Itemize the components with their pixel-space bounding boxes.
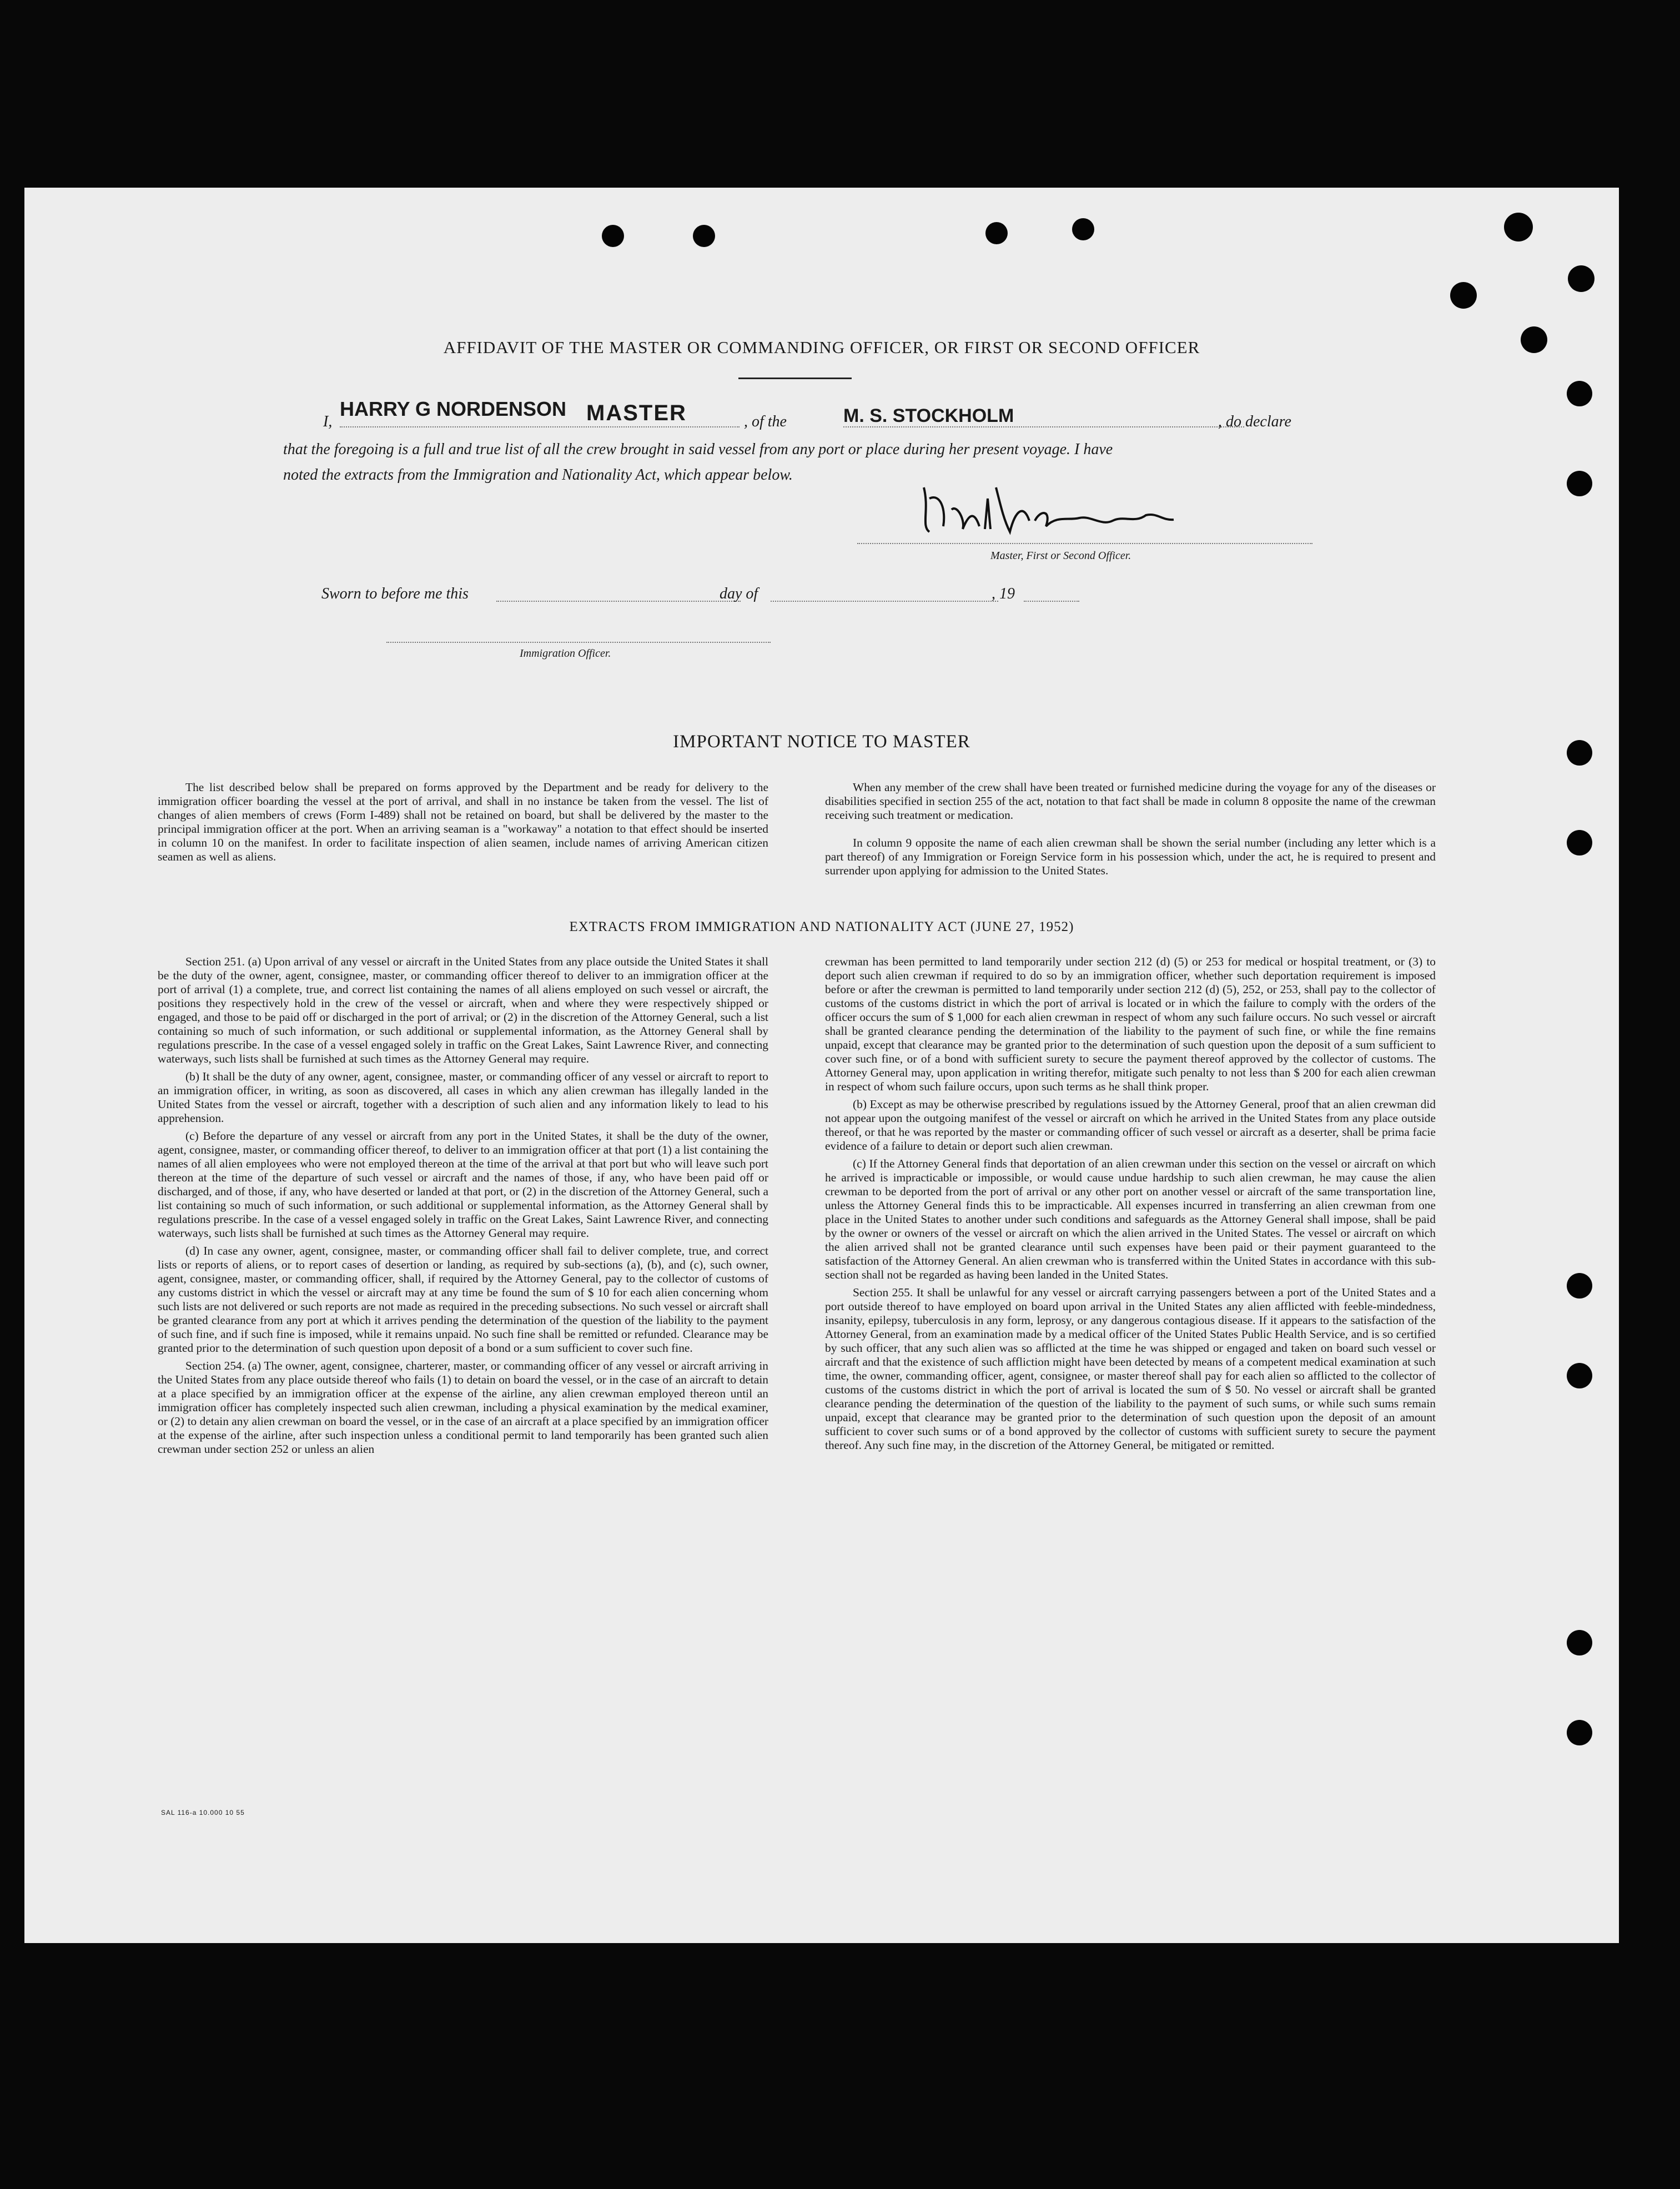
officer-line <box>386 642 771 643</box>
punch-hole <box>602 225 624 247</box>
punch-hole <box>1567 381 1592 406</box>
extracts-left-column <box>158 955 768 1460</box>
vessel-name: M. S. STOCKHOLM <box>843 405 1014 426</box>
punch-hole <box>1567 471 1592 496</box>
day-of-label: day of <box>720 585 758 602</box>
sworn-day-line <box>496 601 741 602</box>
officer-caption: Immigration Officer. <box>520 647 611 660</box>
affidavit-title: AFFIDAVIT OF THE MASTER OR COMMANDING OFFICER, OR FIRST OR SECOND OFFICER <box>443 338 1200 357</box>
punch-hole <box>1567 1630 1592 1655</box>
document-page <box>24 188 1619 1943</box>
notice-right-paragraph-1: When any member of the crew shall have been treated or furnished medicine during the voyage for any of the diseases or disabilities specified in section 255 of the act, notation to that fact shall be made in column 8 opposite the name of the crewman receiving such treatment or medication. <box>825 781 1436 822</box>
declaration-line-3: noted the extracts from the Immigration and Nationality Act, which appear below. <box>283 466 793 484</box>
punch-hole <box>1567 1273 1592 1299</box>
name-line <box>340 426 740 427</box>
extracts-right-column <box>825 955 1436 1456</box>
declaration-line-2: that the foregoing is a full and true list of all the crew brought in said vessel from any port or place during her present voyage. I have <box>283 441 1113 458</box>
extract-paragraph: (b) Except as may be otherwise prescribed by regulations issued by the Attorney General, proof that an alien crewman did not appear upon the outgoing manifest of the vessel or aircraft on which he arrived in the United States from any place outside thereof, or that he was reported by the master or commanding officer of such vessel or aircraft as a deserter, shall be prima facie evidence of a failure to detain or deport such alien crewman. <box>825 1098 1436 1153</box>
punch-hole <box>1568 265 1595 292</box>
i-label: I, <box>323 413 333 430</box>
extract-paragraph: Section 255. It shall be unlawful for any vessel or aircraft carrying passengers between a port of the United States and a port outside thereof to have employed on board upon arrival in the United States any alien afflicted with feeble-mindedness, insanity, epilepsy, tuberculosis in any form, leprosy, or any dangerous contagious disease. If it appears to the satisfaction of the Attorney General, from an examination made by a medical officer of the United States Public Health Service, and is so certified by such officer, that any such alien was so afflicted at the time he was shipped or engaged and taken on board such vessel or aircraft and that the existence of such affliction might have been detected by means of a competent medical examination at such time, the owner, commanding officer, agent, consignee, or master thereof shall pay for each alien so afflicted to the collector of customs of the customs district in which the port of arrival is located the sum of $ 50. No vessel or aircraft shall be granted clearance pending the determination of the question of the liability to the payment of such sums, or while such sums remain unpaid, except that clearance may be granted prior to the determination of such question upon the deposit of an amount sufficient to cover such sums or of a bond approved by the collector of customs with sufficient surety to secure the payment thereof. Any such fine may, in the discretion of the Attorney General, be mitigated or remitted. <box>825 1286 1436 1452</box>
notice-left-paragraph: The list described below shall be prepared on forms approved by the Department and be ready for delivery to the immigration officer boarding the vessel at the port of arrival, and shall in no instance be taken from the vessel. The list of changes of alien members of crews (Form I-489) shall not be retained on board, but shall be delivered by the master to the principal immigration officer at the port. When an arriving seaman is a "workaway" a notation to that effect should be inserted in column 10 on the manifest. In order to facilitate inspection of alien seamen, include names of arriving American citizen seamen as well as aliens. <box>158 781 768 863</box>
punch-hole <box>1504 213 1533 241</box>
vessel-line <box>843 426 1244 427</box>
sworn-year-line <box>1024 601 1079 602</box>
extract-paragraph: Section 251. (a) Upon arrival of any vessel or aircraft in the United States from any place outside the United States it shall be the duty of the owner, agent, consignee, master, or commanding officer thereof to deliver to an immigration officer at the port of arrival (1) a complete, true, and correct list containing the names of all aliens employed on such vessel or aircraft, the positions they respectively hold in the crew of the vessel or aircraft, when and where they were respectively shipped or engaged, and those to be paid off or discharged in the port of arrival; or (2) in the discretion of the Attorney General, such a list containing so much of such information, or such additional or supplemental information, as the Attorney General shall by regulations prescribe. In the case of a vessel engaged solely in traffic on the Great Lakes, Saint Lawrence River, and connecting waterways, such lists shall be furnished at such times as the Attorney General may require. <box>158 955 768 1065</box>
extract-paragraph: Section 254. (a) The owner, agent, consignee, charterer, master, or commanding officer of any vessel or aircraft arriving in the United States from any place outside thereof who fails (1) to detain on board the vessel, or in the case of an aircraft to detain at a place specified by an immigration officer at the expense of the airline, any alien crewman employed thereon until an immigration officer has completely inspected such alien crewman, including a physical examination by the medical examiner, or (2) to detain any alien crewman on board the vessel, or in the case of an aircraft at a place specified by an immigration officer at the expense of the airline, after such inspection unless a conditional permit to land temporarily has been granted such alien crewman under section 252 or unless an alien <box>158 1359 768 1456</box>
sworn-label: Sworn to before me this <box>321 585 469 602</box>
master-rank: MASTER <box>586 401 687 425</box>
punch-hole <box>1567 1720 1592 1745</box>
do-declare-label: , do declare <box>1218 413 1291 430</box>
punch-hole <box>1567 830 1592 856</box>
of-the-label: , of the <box>744 413 787 430</box>
year-label: , 19 <box>992 585 1015 602</box>
extracts-title: EXTRACTS FROM IMMIGRATION AND NATIONALITY ACT (JUNE 27, 1952) <box>569 919 1074 934</box>
punch-hole <box>1450 282 1477 309</box>
extract-paragraph: (c) Before the departure of any vessel or aircraft from any port in the United States, it shall be the duty of the owner, agent, consignee, master, or commanding officer thereof, to deliver to an immigration officer at that port (1) a list containing the names of all alien employees who were not employed thereon at the time of the arrival at that port but who will leave such port thereon at the time of the departure of such vessel or aircraft and the names of those, if any, who have been paid off or discharged, and of those, if any, who have deserted or landed at that port, or (2) in the discretion of the Attorney General, such a list containing so much of such information, or such additional or supplemental information, as the Attorney General shall by regulations prescribe. In the case of a vessel engaged solely in traffic on the Great Lakes, Saint Lawrence River, and connecting waterways, such lists shall be furnished at such times as the Attorney General may require. <box>158 1129 768 1240</box>
extract-paragraph: crewman has been permitted to land temporarily under section 212 (d) (5) or 253 for medical or hospital treatment, or (3) to deport such alien crewman if required to do so by an immigration officer, whether such deportation requirement is imposed before or after the crewman is permitted to land temporarily under section 212 (d) (5), 252, or 253, shall pay to the collector of customs of the customs district in which the port of arrival is located or in which the failure to comply with the orders of the officer occurs the sum of $ 1,000 for each alien crewman in respect of whom any such failure occurs. No such vessel or aircraft shall be granted clearance pending the determination of the liability to the payment of such fine, or while the fine remains unpaid, except that clearance may be granted prior to the determination of such question upon the deposit of a sum sufficient to cover such fine, or of a bond with sufficient surety to secure the payment thereof approved by the collector of customs. The Attorney General may, upon application in writing therefor, mitigate such penalty to not less than $ 200 for each alien crewman in respect of whom such failure occurs, upon such terms as he shall think proper. <box>825 955 1436 1093</box>
sworn-month-line <box>771 601 998 602</box>
form-number: SAL 116-a 10.000 10 55 <box>161 1809 245 1816</box>
extract-paragraph: (c) If the Attorney General finds that deportation of an alien crewman under this section on the vessel or aircraft on which he arrived is impracticable or impossible, or would cause undue hardship to such alien crewman, he may cause the alien crewman to be deported from the port of arrival or any other port on another vessel or aircraft of the same transportation line, unless the Attorney General finds this to be impracticable. All expenses incurred in transferring an alien crewman from one place in the United States to another under such conditions and safeguards as the Attorney General shall impose, shall be paid by the owner or owners of the vessel or aircraft on which the alien arrived in the United States. The vessel or aircraft on which the alien arrived shall not be granted clearance until such expenses have been paid or their payment guaranteed to the satisfaction of the Attorney General. An alien crewman who is transferred within the United States in accordance with this sub-section shall not be regarded as having been landed in the United States. <box>825 1157 1436 1281</box>
master-signature <box>913 476 1190 543</box>
master-name: HARRY G NORDENSON <box>340 397 567 420</box>
punch-hole <box>1072 218 1094 240</box>
signature-caption: Master, First or Second Officer. <box>990 550 1131 562</box>
punch-hole <box>693 225 715 247</box>
punch-hole <box>985 222 1008 244</box>
punch-hole <box>1567 1363 1592 1388</box>
signature-line <box>857 543 1312 544</box>
notice-right-paragraph-2: In column 9 opposite the name of each alien crewman shall be shown the serial number (including any letter which is a part thereof) of any Immigration or Foreign Service form in his possession which, under the act, he is required to present and surrender upon applying for admission to the United States. <box>825 836 1436 877</box>
extract-paragraph: (b) It shall be the duty of any owner, agent, consignee, master, or commanding officer of any vessel or aircraft to report to an immigration officer, in writing, as soon as discovered, all cases in which any alien crewman has illegally landed in the United States from the vessel or aircraft, together with a description of such alien and any information likely to lead to his apprehension. <box>158 1070 768 1125</box>
notice-title: IMPORTANT NOTICE TO MASTER <box>673 732 970 752</box>
title-divider <box>738 378 852 379</box>
extract-paragraph: (d) In case any owner, agent, consignee, master, or commanding officer shall fail to deliver complete, true, and correct lists or reports of aliens, or to report cases of desertion or landing, as required by sub-sections (a), (b), and (c), such owner, agent, consignee, master, or commanding officer, shall, if required by the Attorney General, pay to the collector of customs of any customs district in which the vessel or aircraft may at any time be found the sum of $ 10 for each alien concerning whom such lists are not delivered or such reports are not made as required in the preceding subsections. No such vessel or aircraft shall be granted clearance from any port at which it arrives pending the determination of the question of the liability to the payment of such fine, and if such fine is imposed, while it remains unpaid. No such fine shall be remitted or refunded. Clearance may be granted prior to the determination of such question upon deposit of a bond or a sum sufficient to cover such fine. <box>158 1244 768 1355</box>
